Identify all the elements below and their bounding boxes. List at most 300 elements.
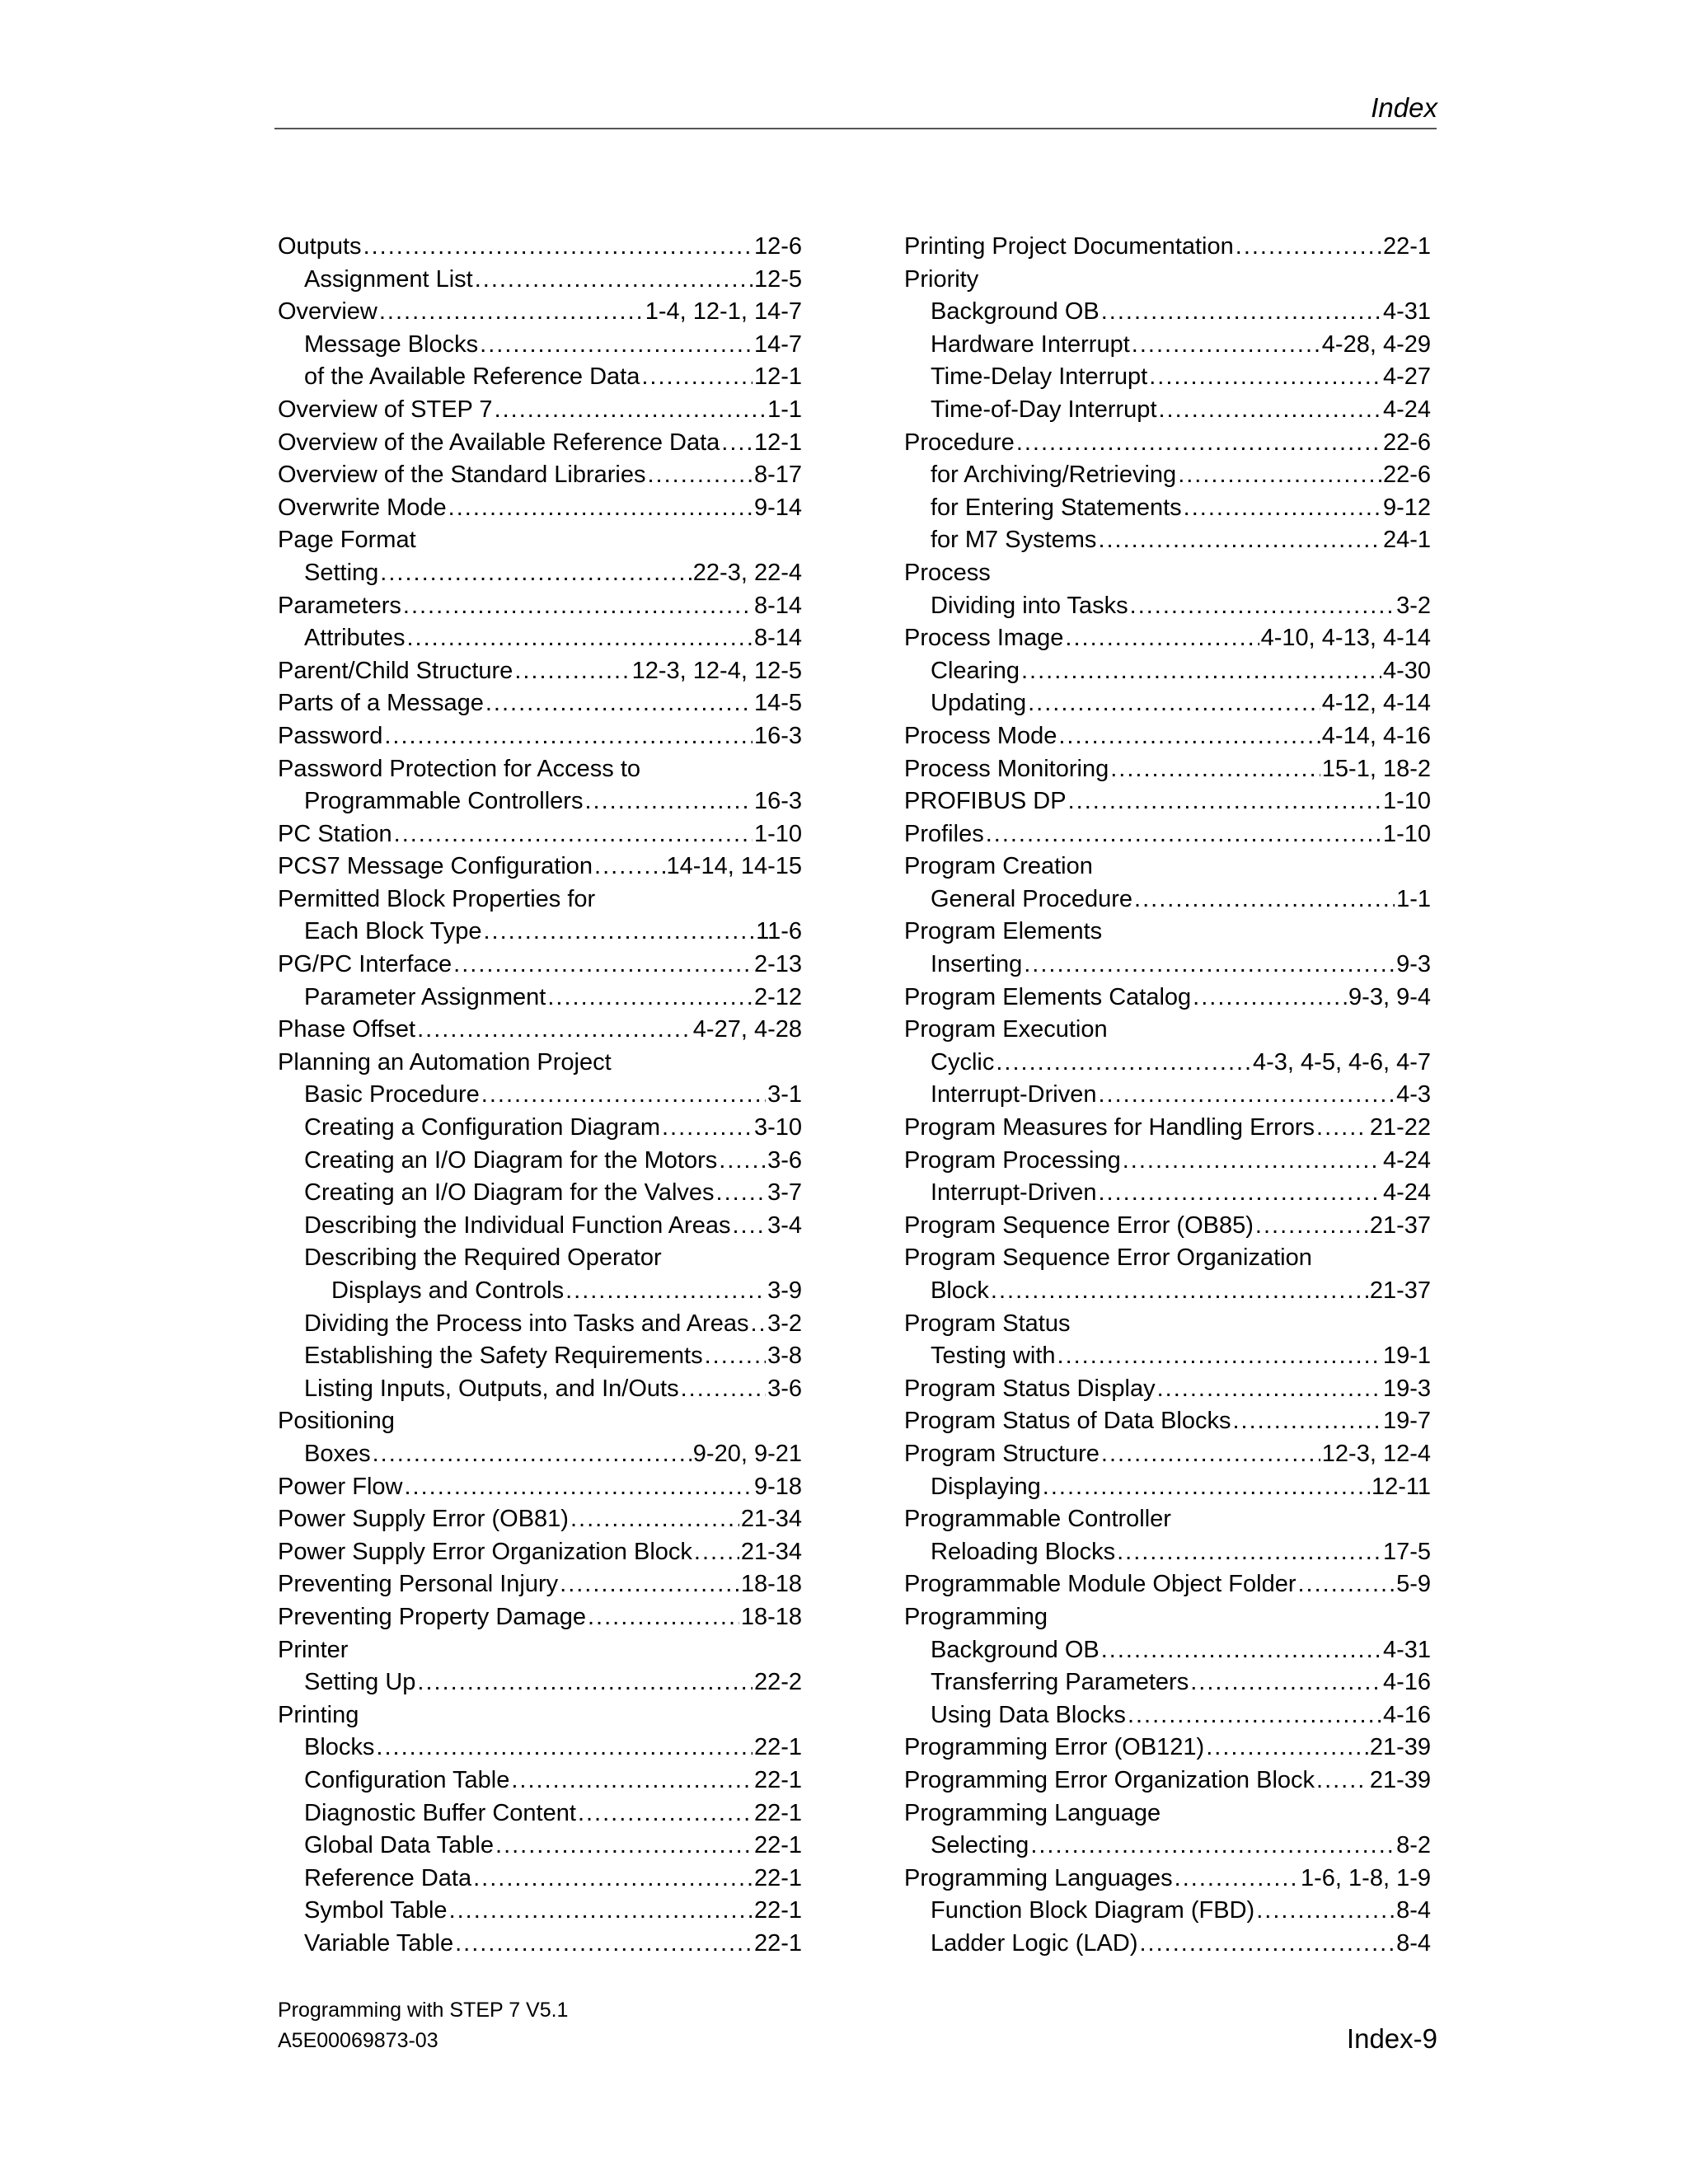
- index-entry-label: Phase Offset: [278, 1016, 416, 1043]
- index-entry-pages: 3-2: [767, 1310, 802, 1337]
- dot-leader: [1236, 231, 1381, 264]
- index-entry-pages: 1-10: [1382, 788, 1431, 815]
- footer-doc-number: A5E00069873-03: [278, 2029, 438, 2052]
- index-entry-pages: 19-3: [1382, 1375, 1431, 1402]
- index-entry-pages: 14-14, 14-15: [666, 853, 802, 880]
- index-entry-label: Background OB: [931, 1636, 1100, 1663]
- index-entry-label: Programming Language: [904, 1799, 1161, 1826]
- dot-leader: [721, 427, 753, 460]
- index-entry-label: Program Status Display: [904, 1375, 1156, 1402]
- index-entry: [278, 1079, 802, 1112]
- index-entry-label: Each Block Type: [304, 918, 482, 945]
- index-entry-label: Overview of the Standard Libraries: [278, 462, 646, 489]
- dot-leader: [732, 1210, 766, 1243]
- index-entry-label: Overwrite Mode: [278, 494, 447, 521]
- index-entry: [278, 1405, 802, 1438]
- index-entry-pages: 22-6: [1382, 462, 1431, 489]
- dot-leader: [1128, 1699, 1381, 1732]
- index-entry: [278, 394, 802, 427]
- dot-leader: [1098, 1177, 1381, 1210]
- index-entry-label: Updating: [931, 690, 1027, 717]
- index-entry-label: Background OB: [931, 298, 1100, 326]
- index-entry-label: Global Data Table: [304, 1832, 495, 1859]
- index-entry-label: Program Sequence Error Organization: [904, 1244, 1312, 1272]
- dot-leader: [1157, 1373, 1381, 1406]
- index-entry-label: Profiles: [904, 820, 984, 847]
- index-entry-pages: 1-1: [767, 396, 802, 423]
- dot-leader: [1101, 296, 1381, 329]
- index-entry-label: Programmable Controller: [904, 1506, 1171, 1533]
- index-entry-pages: 14-7: [753, 330, 802, 358]
- index-entry-pages: 8-4: [1396, 1897, 1431, 1924]
- index-entry-label: Power Supply Error (OB81): [278, 1506, 569, 1533]
- index-entry-label: Creating a Configuration Diagram: [304, 1114, 660, 1141]
- index-entry: [278, 1634, 802, 1667]
- index-entry-label: PG/PC Interface: [278, 951, 452, 978]
- dot-leader: [694, 1536, 739, 1569]
- index-entry-label: Program Execution: [904, 1016, 1108, 1043]
- index-entry-pages: 4-27, 4-28: [692, 1016, 802, 1043]
- index-entry-label: Parent/Child Structure: [278, 657, 513, 684]
- index-entry: [904, 361, 1431, 394]
- index-entry-label: Programming Languages: [904, 1864, 1173, 1891]
- dot-leader: [1159, 394, 1381, 427]
- index-entry-pages: 4-3: [1396, 1081, 1431, 1108]
- index-entry: [278, 1863, 802, 1896]
- index-entry-label: Permitted Block Properties for: [278, 885, 596, 912]
- index-entry: [904, 1732, 1431, 1765]
- index-entry: [904, 785, 1431, 818]
- index-entry: [904, 1112, 1431, 1145]
- dot-leader: [560, 1568, 739, 1601]
- index-entry: [904, 949, 1431, 982]
- index-entry-pages: 21-34: [740, 1538, 802, 1565]
- index-entry: [278, 883, 802, 916]
- index-entry-pages: 17-5: [1382, 1538, 1431, 1565]
- dot-leader: [1316, 1112, 1368, 1145]
- index-entry-pages: 14-5: [753, 690, 802, 717]
- header-rule: [274, 128, 1437, 129]
- index-entry: [278, 655, 802, 688]
- index-entry-pages: 21-39: [1369, 1734, 1431, 1761]
- index-entry-pages: 19-1: [1382, 1343, 1431, 1370]
- index-entry: [904, 1797, 1431, 1830]
- dot-leader: [1123, 1145, 1381, 1178]
- index-entry-pages: 4-31: [1382, 1636, 1431, 1663]
- dot-leader: [1233, 1405, 1381, 1438]
- dot-leader: [1098, 524, 1381, 557]
- dot-leader: [547, 982, 753, 1015]
- dot-leader: [417, 1014, 692, 1047]
- index-entry-pages: 4-12, 4-14: [1321, 690, 1431, 717]
- index-entry: [904, 1405, 1431, 1438]
- index-entry-pages: 22-1: [753, 1864, 802, 1891]
- dot-leader: [1098, 1079, 1395, 1112]
- index-entry-label: for M7 Systems: [931, 527, 1097, 554]
- index-entry-pages: 18-18: [740, 1571, 802, 1598]
- index-entry-pages: 4-31: [1382, 298, 1431, 326]
- index-entry-label: Displaying: [931, 1473, 1041, 1500]
- dot-leader: [584, 785, 752, 818]
- index-entry-pages: 22-1: [753, 1897, 802, 1924]
- dot-leader: [1057, 1340, 1381, 1373]
- index-entry-label: Process Monitoring: [904, 755, 1109, 782]
- index-entry-label: Password: [278, 722, 383, 749]
- index-entry: [904, 1634, 1431, 1667]
- index-entry-label: Function Block Diagram (FBD): [931, 1897, 1255, 1924]
- index-entry-pages: 22-1: [753, 1799, 802, 1826]
- index-entry-pages: 9-14: [753, 494, 802, 521]
- index-entry: [904, 1765, 1431, 1797]
- index-entry-pages: 22-6: [1382, 429, 1431, 456]
- index-entry-label: Program Creation: [904, 853, 1093, 880]
- index-entry: [278, 1536, 802, 1569]
- index-entry-pages: 4-24: [1382, 396, 1431, 423]
- index-entry-pages: 22-1: [753, 1766, 802, 1793]
- index-entry-label: Assignment List: [304, 265, 473, 293]
- dot-leader: [495, 1830, 753, 1863]
- index-entry: [278, 1242, 802, 1275]
- dot-leader: [1149, 361, 1381, 394]
- index-entry-pages: 9-12: [1382, 494, 1431, 521]
- index-entry-pages: 4-14, 4-16: [1321, 722, 1431, 749]
- index-entry: [904, 622, 1431, 655]
- index-entry-label: Overview of the Available Reference Data: [278, 429, 720, 456]
- index-entry-label: Time-of-Day Interrupt: [931, 396, 1157, 423]
- index-entry-pages: 12-1: [753, 429, 802, 456]
- index-entry: [904, 720, 1431, 753]
- dot-leader: [455, 1928, 753, 1961]
- index-entry: [904, 524, 1431, 557]
- index-entry: [278, 1471, 802, 1504]
- index-entry: [278, 1666, 802, 1699]
- dot-leader: [448, 492, 753, 525]
- index-entry-label: Blocks: [304, 1734, 375, 1761]
- index-entry-label: Creating an I/O Diagram for the Motors: [304, 1146, 718, 1174]
- index-entry: [904, 1047, 1431, 1080]
- index-entry: [278, 687, 802, 720]
- dot-leader: [480, 329, 753, 362]
- index-entry: [278, 785, 802, 818]
- index-entry-label: Programming: [904, 1603, 1048, 1630]
- index-entry-label: Configuration Table: [304, 1766, 510, 1793]
- dot-leader: [403, 590, 753, 623]
- index-entry-pages: 22-1: [753, 1734, 802, 1761]
- index-entry-label: Interrupt-Driven: [931, 1081, 1097, 1108]
- index-entry-label: Programmable Controllers: [304, 788, 584, 815]
- index-entry-label: Interrupt-Driven: [931, 1179, 1097, 1207]
- dot-leader: [996, 1047, 1251, 1080]
- index-entry-pages: 3-2: [1396, 592, 1431, 619]
- index-entry: [278, 296, 802, 329]
- index-column-left: [278, 231, 802, 1960]
- index-entry-label: General Procedure: [931, 885, 1133, 912]
- index-entry-label: Programming Error Organization Block: [904, 1766, 1315, 1793]
- index-entry-label: Procedure: [904, 429, 1015, 456]
- dot-leader: [1256, 1895, 1395, 1928]
- index-entry-pages: 8-2: [1396, 1832, 1431, 1859]
- index-entry-label: PROFIBUS DP: [904, 788, 1067, 815]
- index-entry: [904, 916, 1431, 949]
- index-entry: [904, 1177, 1431, 1210]
- index-entry-label: Printing Project Documentation: [904, 233, 1234, 260]
- index-entry-label: Process: [904, 559, 991, 586]
- index-entry-pages: 4-30: [1382, 657, 1431, 684]
- index-entry-label: Preventing Property Damage: [278, 1603, 586, 1630]
- index-entry-label: Positioning: [278, 1408, 395, 1435]
- dot-leader: [1065, 622, 1259, 655]
- index-entry-label: Basic Procedure: [304, 1081, 480, 1108]
- index-entry-pages: 2-13: [753, 951, 802, 978]
- dot-leader: [453, 949, 753, 982]
- dot-leader: [379, 296, 644, 329]
- dot-leader: [473, 1863, 753, 1896]
- index-entry-label: Printer: [278, 1636, 349, 1663]
- index-entry-pages: 18-18: [740, 1603, 802, 1630]
- index-entry: [904, 818, 1431, 851]
- index-entry: [278, 818, 802, 851]
- index-entry-label: Reference Data: [304, 1864, 472, 1891]
- index-entry-label: Ladder Logic (LAD): [931, 1929, 1138, 1957]
- index-entry-label: Displays and Controls: [331, 1277, 565, 1304]
- index-entry-pages: 3-10: [753, 1114, 802, 1141]
- index-entry-pages: 8-17: [753, 462, 802, 489]
- dot-leader: [1101, 1634, 1381, 1667]
- dot-leader: [449, 1895, 753, 1928]
- index-entry-label: Testing with: [931, 1343, 1056, 1370]
- index-entry-pages: 4-3, 4-5, 4-6, 4-7: [1253, 1048, 1431, 1076]
- index-entry-label: Power Supply Error Organization Block: [278, 1538, 692, 1565]
- index-entry-pages: 19-7: [1382, 1408, 1431, 1435]
- dot-leader: [511, 1765, 753, 1797]
- index-entry-label: Process Image: [904, 625, 1064, 652]
- index-entry-label: Setting: [304, 559, 379, 586]
- index-entry: [278, 1765, 802, 1797]
- index-entry-label: Setting Up: [304, 1669, 416, 1696]
- index-entry-pages: 3-9: [767, 1277, 802, 1304]
- index-entry-label: Planning an Automation Project: [278, 1048, 612, 1076]
- index-entry: [904, 851, 1431, 883]
- index-entry: [904, 427, 1431, 460]
- index-entry-pages: 3-6: [767, 1146, 802, 1174]
- index-entry: [278, 949, 802, 982]
- dot-leader: [1130, 590, 1395, 623]
- index-entry-label: for Archiving/Retrieving: [931, 462, 1177, 489]
- dot-leader: [1190, 1666, 1381, 1699]
- dot-leader: [750, 1308, 766, 1341]
- dot-leader: [719, 1145, 766, 1178]
- dot-leader: [991, 1275, 1368, 1308]
- index-entry: [278, 361, 802, 394]
- index-entry-label: Programming Error (OB121): [904, 1734, 1205, 1761]
- dot-leader: [1193, 982, 1347, 1015]
- index-entry-pages: 11-6: [756, 918, 802, 945]
- dot-leader: [1132, 329, 1320, 362]
- index-entry-pages: 1-10: [753, 820, 802, 847]
- index-entry: [904, 1699, 1431, 1732]
- index-entry-pages: 5-9: [1396, 1571, 1431, 1598]
- index-entry-pages: 1-4, 12-1, 14-7: [645, 298, 802, 326]
- index-entry-pages: 4-10, 4-13, 4-14: [1260, 625, 1431, 652]
- dot-leader: [1134, 883, 1395, 916]
- index-entry-label: Process Mode: [904, 722, 1057, 749]
- index-entry: [278, 524, 802, 557]
- index-entry: [904, 1242, 1431, 1275]
- index-entry-label: of the Available Reference Data: [304, 363, 640, 391]
- index-entry-pages: 4-24: [1382, 1146, 1431, 1174]
- index-entry-pages: 3-1: [767, 1081, 802, 1108]
- dot-leader: [405, 1471, 753, 1504]
- dot-leader: [1030, 1830, 1395, 1863]
- dot-leader: [1184, 492, 1381, 525]
- index-entry: [278, 1014, 802, 1047]
- index-entry-pages: 22-1: [753, 1832, 802, 1859]
- index-entry-label: Attributes: [304, 625, 406, 652]
- index-entry-pages: 12-5: [753, 265, 802, 293]
- dot-leader: [380, 557, 692, 590]
- index-entry-pages: 9-18: [753, 1473, 802, 1500]
- index-entry: [278, 1438, 802, 1471]
- index-entry-label: Page Format: [278, 527, 416, 554]
- index-entry-label: Programmable Module Object Folder: [904, 1571, 1296, 1598]
- index-entry: [278, 753, 802, 786]
- index-entry-pages: 1-10: [1382, 820, 1431, 847]
- dot-leader: [716, 1177, 767, 1210]
- dot-leader: [986, 818, 1381, 851]
- index-entry: [278, 1601, 802, 1634]
- index-entry: [904, 1308, 1431, 1341]
- dot-leader: [1206, 1732, 1368, 1765]
- index-entry-label: Parts of a Message: [278, 690, 484, 717]
- index-entry: [904, 296, 1431, 329]
- dot-leader: [1110, 753, 1320, 786]
- index-entry: [278, 329, 802, 362]
- index-entry: [904, 1895, 1431, 1928]
- index-entry-label: Program Processing: [904, 1146, 1121, 1174]
- dot-leader: [1255, 1210, 1368, 1243]
- index-entry-pages: 8-14: [753, 592, 802, 619]
- index-entry: [904, 753, 1431, 786]
- dot-leader: [363, 231, 753, 264]
- index-entry-pages: 22-1: [753, 1929, 802, 1957]
- index-entry: [904, 557, 1431, 590]
- dot-leader: [384, 720, 753, 753]
- index-entry-pages: 1-6, 1-8, 1-9: [1301, 1864, 1431, 1891]
- dot-leader: [594, 851, 664, 883]
- index-entry-pages: 15-1, 18-2: [1321, 755, 1431, 782]
- dot-leader: [394, 818, 753, 851]
- dot-leader: [588, 1601, 739, 1634]
- index-entry-label: Parameters: [278, 592, 401, 619]
- index-entry: [904, 1438, 1431, 1471]
- index-entry-pages: 22-1: [1382, 233, 1431, 260]
- index-entry: [904, 329, 1431, 362]
- index-entry-label: Hardware Interrupt: [931, 330, 1130, 358]
- index-entry-label: Clearing: [931, 657, 1020, 684]
- index-entry: [278, 557, 802, 590]
- index-entry-label: Dividing the Process into Tasks and Areas: [304, 1310, 749, 1337]
- index-entry-label: Printing: [278, 1701, 359, 1728]
- index-entry-pages: 16-3: [753, 722, 802, 749]
- index-entry-label: Establishing the Safety Requirements: [304, 1343, 703, 1370]
- index-entry-pages: 9-3: [1396, 951, 1431, 978]
- index-entry: [278, 720, 802, 753]
- index-entry-pages: 24-1: [1382, 527, 1431, 554]
- dot-leader: [1024, 949, 1395, 982]
- index-entry: [278, 1830, 802, 1863]
- index-entry-pages: 21-22: [1369, 1114, 1431, 1141]
- index-entry: [278, 1503, 802, 1536]
- index-entry: [904, 1568, 1431, 1601]
- index-entry: [904, 883, 1431, 916]
- index-entry: [278, 459, 802, 492]
- index-entry-pages: 3-7: [767, 1179, 802, 1207]
- index-entry-label: Priority: [904, 265, 979, 293]
- dot-leader: [1043, 1471, 1370, 1504]
- index-entry-label: Variable Table: [304, 1929, 454, 1957]
- index-entry-label: Program Sequence Error (OB85): [904, 1212, 1254, 1239]
- dot-leader: [641, 361, 753, 394]
- index-entry: [904, 459, 1431, 492]
- index-entry: [278, 1732, 802, 1765]
- index-entry-label: Program Measures for Handling Errors: [904, 1114, 1315, 1141]
- index-entry-label: PCS7 Message Configuration: [278, 853, 593, 880]
- index-entry-label: Inserting: [931, 951, 1023, 978]
- index-entry: [278, 1928, 802, 1961]
- dot-leader: [565, 1275, 766, 1308]
- dot-leader: [475, 264, 753, 297]
- index-entry: [904, 590, 1431, 623]
- index-entry: [278, 1568, 802, 1601]
- index-entry: [904, 1536, 1431, 1569]
- dot-leader: [1139, 1928, 1395, 1961]
- index-entry: [904, 1666, 1431, 1699]
- index-entry: [278, 1797, 802, 1830]
- dot-leader: [1178, 459, 1381, 492]
- index-entry: [278, 264, 802, 297]
- index-entry: [904, 1863, 1431, 1896]
- index-entry-label: Power Flow: [278, 1473, 403, 1500]
- index-entry: [278, 590, 802, 623]
- index-entry: [278, 1145, 802, 1178]
- index-entry-pages: 22-2: [753, 1669, 802, 1696]
- index-entry: [904, 687, 1431, 720]
- index-entry: [904, 1373, 1431, 1406]
- dot-leader: [485, 687, 753, 720]
- index-entry: [904, 1928, 1431, 1961]
- index-entry-label: Program Elements: [904, 918, 1103, 945]
- dot-leader: [1028, 687, 1320, 720]
- index-entry-label: Using Data Blocks: [931, 1701, 1126, 1728]
- index-entry-pages: 2-12: [753, 983, 802, 1010]
- dot-leader: [373, 1438, 692, 1471]
- index-entry-label: Describing the Required Operator: [304, 1244, 662, 1272]
- index-entry-label: Preventing Personal Injury: [278, 1571, 559, 1598]
- dot-leader: [681, 1373, 766, 1406]
- index-entry: [904, 982, 1431, 1015]
- index-entry-label: Program Status of Data Blocks: [904, 1408, 1231, 1435]
- index-entry: [278, 1210, 802, 1243]
- dot-leader: [495, 394, 767, 427]
- index-entry-pages: 4-16: [1382, 1701, 1431, 1728]
- page-header-title: Index: [1371, 92, 1437, 123]
- index-entry-pages: 12-6: [753, 233, 802, 260]
- index-entry: [904, 231, 1431, 264]
- index-entry-pages: 21-39: [1369, 1766, 1431, 1793]
- index-entry-label: Transferring Parameters: [931, 1669, 1189, 1696]
- index-entry-pages: 21-37: [1369, 1277, 1431, 1304]
- index-entry: [278, 231, 802, 264]
